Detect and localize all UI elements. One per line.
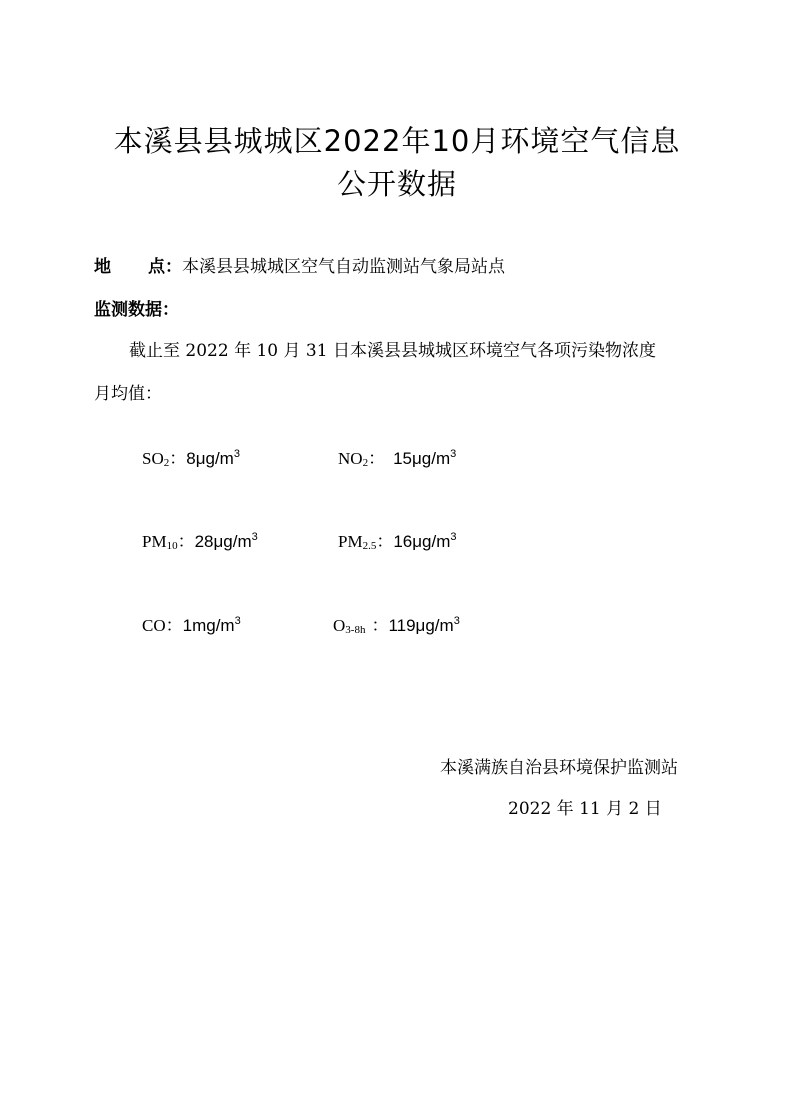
pollutant-o3 — [333, 616, 460, 636]
signature-organization: 本溪满族自治县环境保护监测站 — [440, 758, 678, 778]
monitoring-intro-line2: 月均值： — [94, 384, 162, 404]
pm25-value: 16μg/m — [393, 532, 451, 551]
co-value: 1mg/m — [182, 616, 235, 635]
o3-subscript: 3-8h — [345, 624, 366, 636]
location-label-char1: 地 — [94, 257, 111, 277]
location-row — [94, 259, 505, 276]
pm25-superscript: 3 — [450, 531, 457, 543]
so2-superscript: 3 — [233, 448, 240, 460]
no2-superscript: 3 — [450, 448, 457, 460]
pm25-name: PM — [338, 532, 363, 551]
co-superscript: 3 — [234, 615, 241, 627]
pollutant-so2 — [142, 449, 240, 469]
pm10-value: 28μg/m — [194, 532, 252, 551]
o3-separator: ： — [371, 616, 389, 636]
signature-date: 2022 年 11 月 2 日 — [508, 799, 662, 819]
so2-value: 8μg/m — [186, 449, 234, 468]
location-value: 本溪县县城城区空气自动监测站气象局站点 — [182, 257, 505, 277]
pm25-subscript: 2.5 — [362, 540, 377, 552]
pm10-superscript: 3 — [251, 531, 258, 543]
no2-subscript: 2 — [362, 457, 369, 469]
pm10-separator: ： — [177, 532, 195, 552]
pollutant-no2 — [338, 449, 456, 469]
o3-name: O — [333, 616, 346, 635]
pm10-name: PM — [142, 532, 167, 551]
so2-name: SO — [142, 449, 164, 468]
no2-value: 15μg/m — [393, 449, 451, 468]
co-separator: ： — [165, 616, 183, 636]
co-name: CO — [142, 616, 166, 635]
document-title-line2: 公开数据 — [336, 167, 457, 201]
no2-separator: ： — [368, 449, 386, 469]
pollutant-pm25 — [338, 532, 457, 552]
monitoring-intro-line1: 截止至 2022 年 10 月 31 日本溪县县城城区环境空气各项污染物浓度 — [129, 341, 656, 361]
o3-value: 119μg/m — [388, 616, 454, 635]
monitoring-heading: 监测数据： — [94, 300, 179, 320]
pollutant-pm10 — [142, 532, 258, 552]
pm10-subscript: 10 — [166, 540, 178, 552]
no2-name: NO — [338, 449, 363, 468]
so2-separator: ： — [169, 449, 187, 469]
document-title-line1: 本溪县县城城区2022年10月环境空气信息 — [113, 124, 681, 158]
pm25-separator: ： — [376, 532, 394, 552]
pollutant-co — [142, 616, 241, 635]
o3-superscript: 3 — [453, 615, 460, 627]
so2-subscript: 2 — [163, 457, 170, 469]
location-label-char2: 点： — [148, 257, 182, 277]
